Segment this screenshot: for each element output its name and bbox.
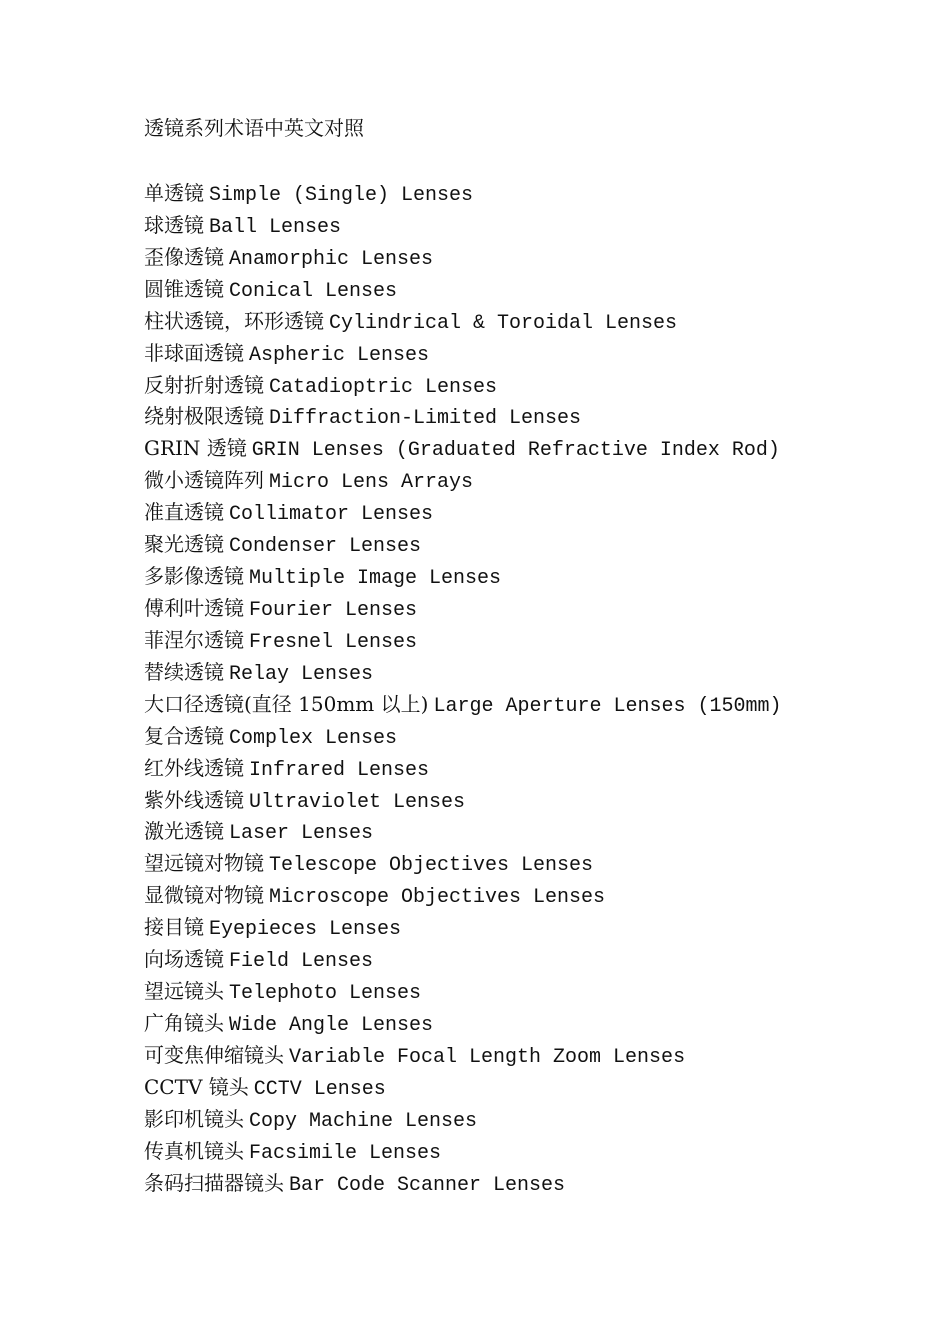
term-en: Wide Angle Lenses	[229, 1013, 434, 1037]
term-zh: 广角镜头	[144, 1010, 224, 1035]
term-en: Ball Lenses	[209, 215, 342, 239]
term-row	[144, 785, 782, 817]
term-zh: 单透镜	[144, 181, 204, 205]
term-zh: 多影像透镜	[144, 564, 244, 589]
term-en: Simple (Single) Lenses	[209, 184, 474, 207]
term-row	[144, 944, 782, 976]
term-zh: 球透镜	[144, 212, 204, 237]
term-en: Ultraviolet Lenses	[249, 790, 466, 814]
term-en: CCTV Lenses	[253, 1077, 386, 1101]
term-zh: 柱状透镜，环形透镜	[144, 308, 324, 333]
term-row	[144, 912, 782, 944]
document-title: 透镜系列术语中英文对照	[144, 116, 364, 140]
term-row	[144, 401, 782, 433]
term-en: Field Lenses	[229, 950, 374, 974]
term-row	[144, 1040, 782, 1072]
term-row	[144, 721, 782, 753]
term-row	[144, 433, 782, 465]
term-row	[144, 1104, 782, 1136]
term-zh: 歪像透镜	[144, 244, 224, 269]
term-en: Laser Lenses	[229, 822, 374, 846]
term-zh: 聚光透镜	[144, 532, 224, 557]
term-en: Fresnel Lenses	[249, 630, 418, 654]
term-en: Catadioptric Lenses	[269, 375, 498, 399]
term-en: Diffraction-Limited Lenses	[269, 407, 582, 431]
term-zh: 紫外线透镜	[144, 787, 244, 812]
term-row	[144, 178, 782, 210]
term-en: Eyepieces Lenses	[209, 918, 402, 942]
term-row	[144, 593, 782, 625]
term-row	[144, 529, 782, 561]
term-en: Microscope Objectives Lenses	[269, 886, 606, 910]
term-row	[144, 657, 782, 689]
term-row	[144, 370, 782, 402]
term-zh: GRIN 透镜	[144, 436, 247, 461]
term-row	[144, 561, 782, 593]
term-en: Telephoto Lenses	[229, 982, 422, 1006]
term-row	[144, 1136, 782, 1168]
term-row	[144, 689, 782, 721]
term-row	[144, 848, 782, 880]
term-en: Bar Code Scanner Lenses	[289, 1173, 566, 1197]
term-row	[144, 465, 782, 497]
term-en: Condenser Lenses	[229, 535, 422, 559]
term-row	[144, 242, 782, 274]
term-row	[144, 338, 782, 370]
term-zh: 准直透镜	[144, 500, 224, 525]
term-en: Infrared Lenses	[249, 758, 430, 782]
term-en: Multiple Image Lenses	[249, 567, 502, 591]
term-zh: 复合透镜	[144, 723, 224, 748]
term-zh: 显微镜对物镜	[144, 883, 264, 908]
term-en: Copy Machine Lenses	[249, 1109, 478, 1133]
term-zh: 可变焦伸缩镜头	[144, 1042, 284, 1067]
term-zh: 反射折射透镜	[144, 372, 264, 397]
term-row	[144, 1008, 782, 1040]
term-zh: 条码扫描器镜头	[144, 1170, 284, 1195]
term-row	[144, 497, 782, 529]
term-en: Micro Lens Arrays	[269, 471, 474, 495]
term-zh: 微小透镜阵列	[144, 468, 264, 493]
term-row	[144, 306, 782, 338]
term-en: Conical Lenses	[229, 279, 398, 303]
term-en: Facsimile Lenses	[249, 1141, 442, 1165]
term-en: Relay Lenses	[229, 662, 374, 686]
term-list	[144, 178, 782, 1200]
term-en: Large Aperture Lenses (150mm)	[433, 694, 782, 718]
term-zh: 替续透镜	[144, 659, 224, 684]
term-zh: 傅利叶透镜	[144, 595, 244, 620]
term-zh: 接目镜	[144, 915, 204, 940]
term-zh: 圆锥透镜	[144, 276, 224, 301]
term-zh: 望远镜对物镜	[144, 851, 264, 876]
term-en: Cylindrical & Toroidal Lenses	[329, 311, 678, 335]
term-zh: 影印机镜头	[144, 1106, 244, 1131]
term-row	[144, 880, 782, 912]
term-row	[144, 210, 782, 242]
term-zh: 非球面透镜	[144, 340, 244, 365]
term-row	[144, 816, 782, 848]
term-zh: 大口径透镜(直径 150mm 以上)	[144, 691, 429, 716]
term-zh: 激光透镜	[144, 819, 224, 844]
term-row	[144, 625, 782, 657]
term-row	[144, 1072, 782, 1104]
term-en: Fourier Lenses	[249, 598, 418, 622]
term-row	[144, 976, 782, 1008]
term-zh: CCTV 镜头	[144, 1074, 249, 1099]
term-zh: 传真机镜头	[144, 1138, 244, 1163]
term-zh: 向场透镜	[144, 947, 224, 972]
term-zh: 红外线透镜	[144, 755, 244, 780]
term-zh: 绕射极限透镜	[144, 404, 264, 429]
term-row	[144, 274, 782, 306]
term-en: Complex Lenses	[229, 726, 398, 750]
term-en: Anamorphic Lenses	[229, 247, 434, 271]
term-zh: 望远镜头	[144, 979, 224, 1004]
term-row	[144, 1168, 782, 1200]
term-row	[144, 753, 782, 785]
term-en: Collimator Lenses	[229, 503, 434, 527]
term-en: Telescope Objectives Lenses	[269, 854, 594, 878]
term-en: GRIN Lenses (Graduated Refractive Index Rod)	[251, 439, 780, 463]
term-en: Aspheric Lenses	[249, 343, 430, 367]
term-zh: 菲涅尔透镜	[144, 627, 244, 652]
term-en: Variable Focal Length Zoom Lenses	[289, 1045, 686, 1069]
